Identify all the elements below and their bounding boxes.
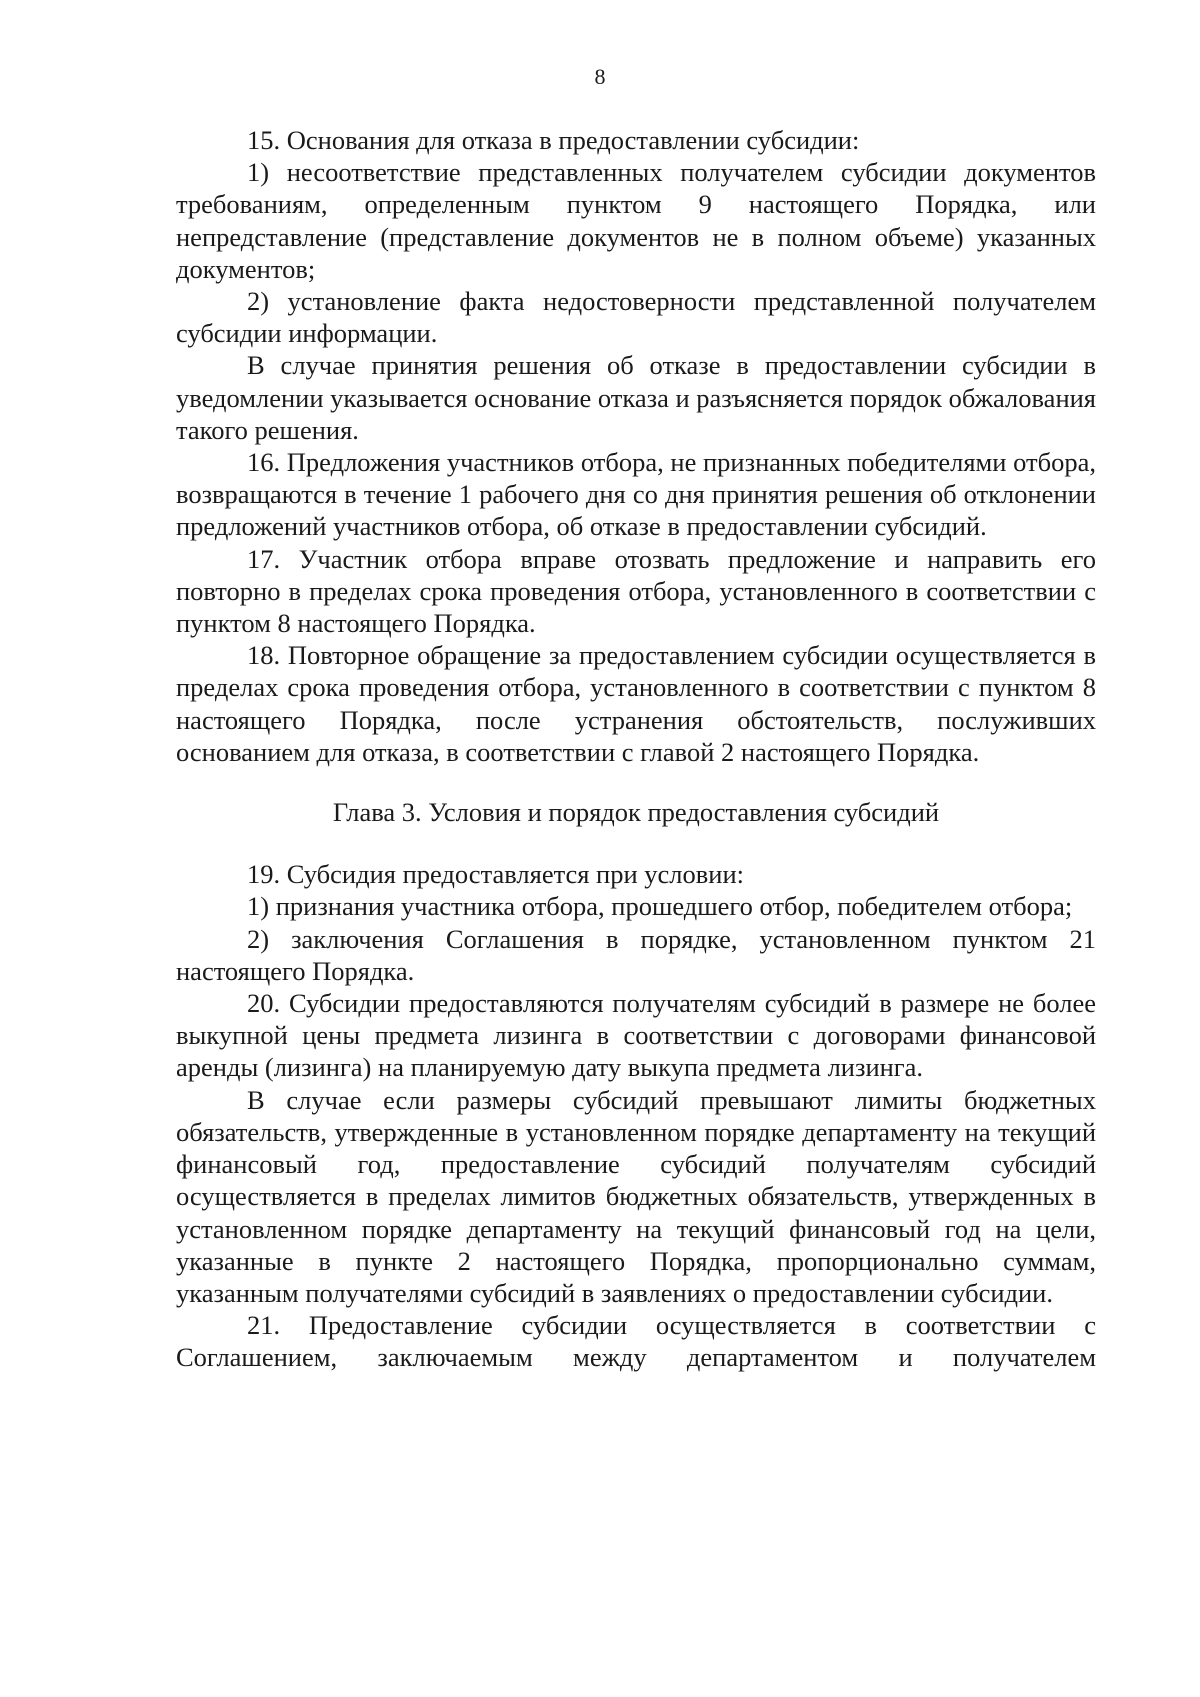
paragraph-19-header: 19. Субсидия предоставляется при условии: <box>247 859 745 890</box>
paragraph-15-item-2: 2) установление факта недостоверности представленной получателем субсидии информации. <box>176 286 1096 349</box>
page-number: 8 <box>594 64 606 89</box>
document-body <box>176 124 1096 1374</box>
paragraph-15-item-1: 1) несоответствие представленных получателем субсидии документов требованиям, определенным пунктом 9 настоящего Порядка, или непредставление (представление документов не в полном объеме) указанных документов; <box>176 157 1096 284</box>
paragraph-21: 21. Предоставление субсидии осуществляется в соответствии с Соглашением, заключаемым между департаментом и получателем <box>176 1310 1096 1373</box>
paragraph-16: 16. Предложения участников отбора, не признанных победителями отбора, возвращаются в течение 1 рабочего дня со дня принятия решения об отклонении предложений участников отбора, об отказе в предоставлении субсидий. <box>176 447 1096 542</box>
paragraph-19-item-1: 1) признания участника отбора, прошедшего отбор, победителем отбора; <box>247 891 1073 922</box>
paragraph-20: 20. Субсидии предоставляются получателям субсидий в размере не более выкупной цены предмета лизинга в соответствии с договорами финансовой аренды (лизинга) на планируемую дату выкупа предмета лизинга. <box>176 988 1096 1083</box>
paragraph-15-header: 15. Основания для отказа в предоставлении субсидии: <box>247 125 860 155</box>
paragraph-15-note: В случае принятия решения об отказе в предоставлении субсидии в уведомлении указывается основание отказа и разъясняется порядок обжалования такого решения. <box>176 350 1096 445</box>
paragraph-17: 17. Участник отбора вправе отозвать предложение и направить его повторно в пределах срока проведения отбора, установленного в соответствии с пунктом 8 настоящего Порядка. <box>176 543 1096 639</box>
paragraph-19-item-2: 2) заключения Соглашения в порядке, установленном пунктом 21 настоящего Порядка. <box>176 923 1096 986</box>
paragraph-18: 18. Повторное обращение за предоставлением субсидии осуществляется в пределах срока проведения отбора, установленного в соответствии с пунктом 8 настоящего Порядка, после устранения обстоятельств, послуживших основанием для отказа, в соответствии с главой 2 настоящего Порядка. <box>176 640 1096 767</box>
chapter-heading: Глава 3. Условия и порядок предоставления субсидий <box>332 797 940 828</box>
paragraph-20-note: В случае если размеры субсидий превышают лимиты бюджетных обязательств, утвержденные в установленном порядке департаменту на текущий финансовый год, предоставление субсидий получателям субсидий осуществляется в пределах лимитов бюджетных обязательств, утвержденных в установленном порядке департаменту на текущий финансовый год на цели, указанные в пункте 2 настоящего Порядка, пропорционально суммам, указанным получателями субсидий в заявлениях о предоставлении субсидии. <box>176 1084 1096 1308</box>
